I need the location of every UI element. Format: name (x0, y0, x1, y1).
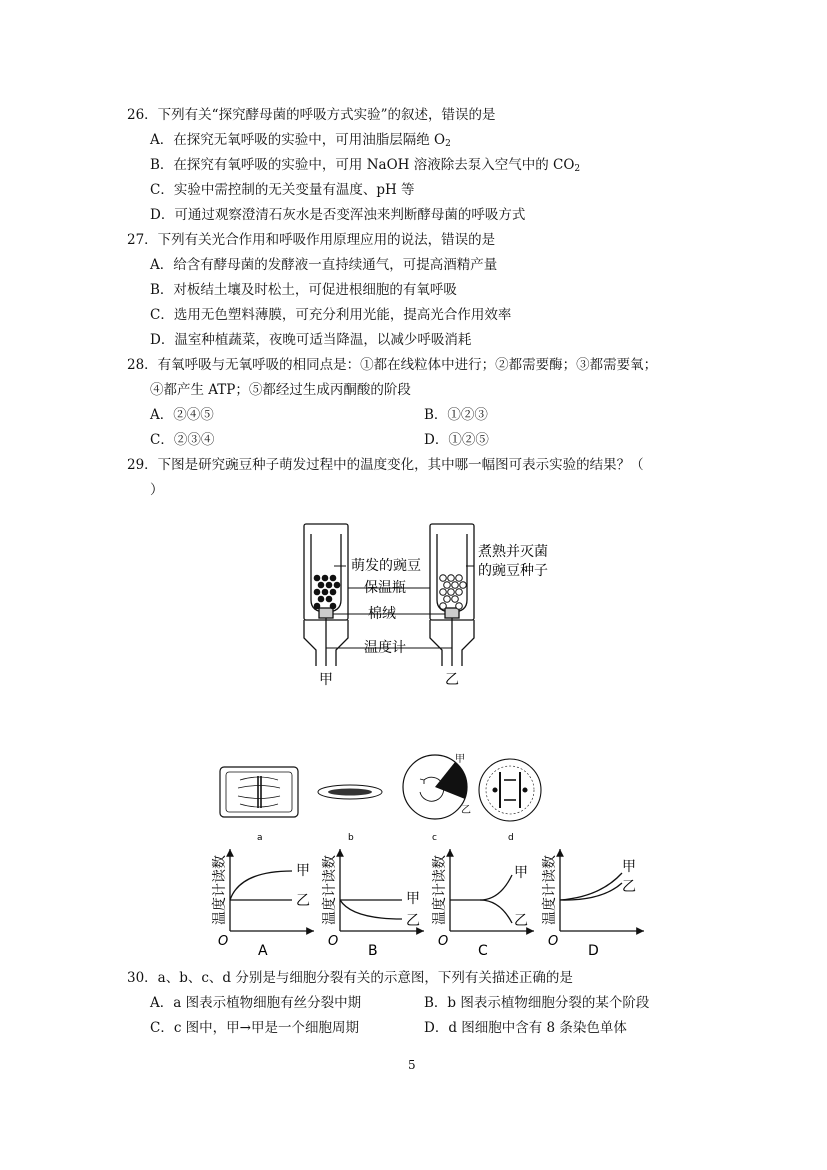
q30-option-b: B．b 图表示植物细胞分裂的某个阶段 (424, 995, 650, 1011)
cell-label-c: c (432, 833, 437, 843)
cell-fig-a (220, 767, 298, 817)
seeds-yi (440, 575, 467, 610)
graph-d-origin: O (548, 934, 559, 949)
label-boiled-seeds-1: 煮熟并灭菌 (478, 544, 548, 560)
graph-c-origin: O (438, 934, 449, 949)
q26-option-c: C．实验中需控制的无关变量有温度、pH 等 (150, 182, 415, 198)
label-thermometer: 温度计 (364, 640, 406, 656)
q30-option-a: A．a 图表示植物细胞有丝分裂中期 (150, 995, 362, 1011)
q26-option-a: A．在探究无氧呼吸的实验中，可用油脂层隔绝 $O_2$ (150, 132, 451, 149)
graph-a-name: A (258, 943, 268, 959)
graph-d-name: D (588, 943, 599, 959)
q26-stem: 26．下列有关“探究酵母菌的呼吸方式实验”的叙述，错误的是 (127, 107, 496, 123)
thermos-flask-figure (290, 520, 580, 690)
cell-c-label-jia: 甲 (455, 754, 465, 765)
q28-stem-line2: ④都产生 ATP；⑤都经过生成丙酮酸的阶段 (150, 382, 411, 398)
graph-d-jia: 甲 (622, 859, 636, 875)
graph-c-yi: 乙 (514, 913, 528, 929)
cell-label-a: a (257, 833, 263, 843)
q30-option-c: C．c 图中，甲→甲是一个细胞周期 (150, 1020, 359, 1036)
graph-c-name: C (478, 943, 488, 959)
graph-a-ylabel: 温度计读数 (212, 855, 228, 925)
q28-option-a: A．②④⑤ (150, 407, 214, 423)
cell-fig-d (479, 759, 541, 821)
q27-option-a: A．给含有酵母菌的发酵液一直持续通气，可提高酒精产量 (150, 257, 498, 273)
cell-c-label-yi: 乙 (461, 805, 471, 816)
q28-option-d: D．①②⑤ (424, 432, 489, 448)
label-germinating-pea: 萌发的豌豆 (351, 558, 421, 574)
label-thermos: 保温瓶 (364, 580, 406, 596)
cell-label-d: d (508, 833, 514, 843)
label-cotton: 棉绒 (368, 606, 396, 622)
q27-option-d: D．温室种植蔬菜，夜晚可适当降温，以减少呼吸消耗 (150, 332, 472, 348)
graph-c-ylabel: 温度计读数 (432, 855, 448, 925)
q28-option-b: B．①②③ (424, 407, 488, 423)
q26-option-b: B．在探究有氧呼吸的实验中，可用 NaOH 溶液除去泵入空气中的 $CO_2$ (150, 157, 581, 174)
q30-stem: 30．a、b、c、d 分别是与细胞分裂有关的示意图，下列有关描述正确的是 (127, 970, 573, 986)
graph-a-yi: 乙 (296, 893, 310, 909)
label-flask-jia: 甲 (319, 672, 333, 688)
q30-option-d: D．d 图细胞中含有 8 条染色单体 (424, 1020, 627, 1036)
graph-d-ylabel: 温度计读数 (542, 855, 558, 925)
graph-b-name: B (368, 943, 378, 959)
graph-a (230, 849, 314, 931)
cell-division-figures (210, 750, 570, 845)
q28-stem: 28．有氧呼吸与无氧呼吸的相同点是：①都在线粒体中进行；②都需要酶；③都需要氧； (127, 357, 658, 373)
q28-option-c: C．②③④ (150, 432, 215, 448)
graph-b-origin: O (328, 934, 339, 949)
page-number: 5 (408, 1058, 416, 1072)
label-flask-yi: 乙 (445, 672, 459, 688)
q27-stem: 27．下列有关光合作用和呼吸作用原理应用的说法，错误的是 (127, 232, 496, 248)
graph-a-jia: 甲 (296, 863, 310, 879)
q27-option-b: B．对板结土壤及时松土，可促进根细胞的有氧呼吸 (150, 282, 457, 298)
seeds-jia (314, 575, 341, 610)
graph-b-yi: 乙 (406, 913, 420, 929)
graph-b-jia: 甲 (406, 891, 420, 907)
q26-option-d: D．可通过观察澄清石灰水是否变浑浊来判断酵母菌的呼吸方式 (150, 207, 526, 223)
graph-a-origin: O (218, 934, 229, 949)
q29-stem: 29．下图是研究豌豆种子萌发过程中的温度变化，其中哪一幅图可表示实验的结果？（ (127, 457, 644, 473)
cell-fig-c (403, 753, 471, 819)
graph-c-jia: 甲 (514, 865, 528, 881)
cell-fig-b (318, 785, 382, 799)
label-boiled-seeds-2: 的豌豆种子 (478, 563, 548, 579)
q27-option-c: C．选用无色塑料薄膜，可充分利用光能，提高光合作用效率 (150, 307, 512, 323)
q29-stem-line2: ） (150, 482, 164, 498)
graph-b-ylabel: 温度计读数 (322, 855, 338, 925)
temperature-graphs (210, 845, 670, 960)
graph-d-yi: 乙 (622, 879, 636, 895)
cell-label-b: b (348, 833, 354, 843)
